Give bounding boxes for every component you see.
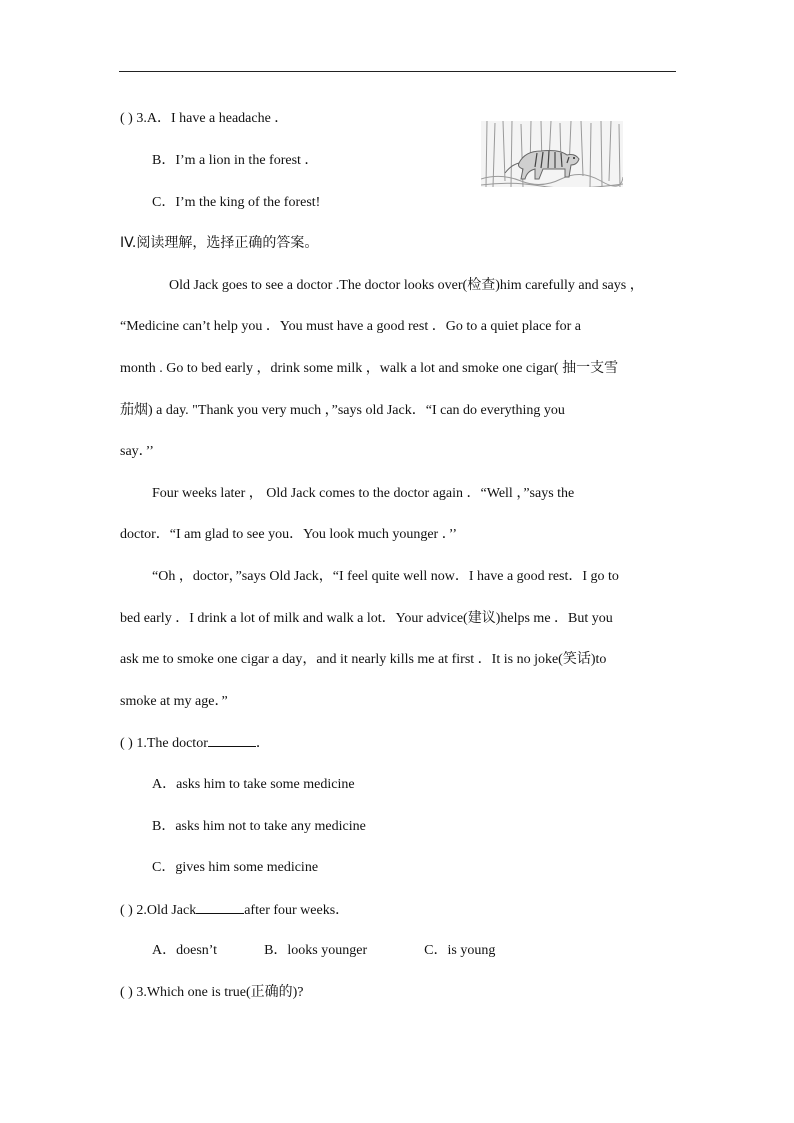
q1-option-c: C．gives him some medicine: [152, 860, 319, 875]
q1-fill-blank: [208, 734, 256, 747]
q1-answer-paren: ( ): [120, 736, 133, 751]
passage-line-7: doctor．“I am glad to see you．You look much younger ．’’: [120, 527, 457, 542]
q3b-answer-paren: ( ): [120, 985, 133, 1000]
q2-stem-line: [120, 901, 349, 920]
passage-line-5: say．’’: [120, 444, 154, 459]
q3-answer-paren: ( ): [120, 111, 133, 126]
q1-stem-line: [120, 734, 270, 753]
q1-stem: 1.The doctor: [136, 736, 208, 751]
passage-line-4: 茄烟) a day. "Thank you very much ，”says old Jack．“I can do everything you: [120, 403, 565, 418]
q1-stem-end: ．: [255, 736, 270, 751]
passage-line-9: bed early ．I drink a lot of milk and walk a lot．Your advice(建议)helps me ．But you: [120, 611, 613, 626]
q3-stem-line: [120, 110, 288, 128]
q3-option-c: C．I’m the king of the forest!: [152, 195, 321, 210]
passage-line-1: Old Jack goes to see a doctor .The doctor looks over(检查)him carefully and says ，: [169, 278, 644, 293]
q2-answer-paren: ( ): [120, 903, 133, 918]
q1-option-b: B．asks him not to take any medicine: [152, 819, 366, 834]
q3-option-b: B．I’m a lion in the forest ．: [152, 153, 319, 168]
q3b-stem: 3.Which one is true(正确的)?: [136, 985, 304, 1000]
q3b-stem-line: [120, 984, 304, 1002]
q2-option-a: A．doesn’t: [152, 943, 218, 958]
passage-line-3: month . Go to bed early ，drink some milk ，walk a lot and smoke one cigar( 抽一支雪: [120, 361, 619, 376]
q2-option-b: B．looks younger: [264, 943, 368, 958]
q2-stem-end: after four weeks．: [244, 903, 350, 918]
q3-option-a: 3.A．I have a headache ．: [136, 111, 289, 126]
passage-line-11: smoke at my age．”: [120, 694, 228, 709]
passage-line-10: ask me to smoke one cigar a day，and it nearly kills me at first ．It is no joke(笑话)to: [120, 652, 607, 667]
q2-fill-blank: [196, 901, 244, 914]
q1-option-a: A．asks him to take some medicine: [152, 777, 355, 792]
passage-line-8: “Oh ，doctor，”says Old Jack，“I feel quite well now．I have a good rest．I go to: [152, 569, 619, 584]
passage-line-2: “Medicine can’t help you ．You must have a good rest ．Go to a quiet place for a: [120, 319, 581, 334]
q2-options: [152, 942, 495, 960]
q2-stem: 2.Old Jack: [136, 903, 197, 918]
passage-line-6: Four weeks later ， Old Jack comes to the doctor again ．“Well ，”says the: [152, 486, 575, 501]
section-heading: IV.阅读理解，选择正确的答案。: [120, 235, 319, 251]
tiger-illustration: [481, 121, 623, 187]
header-rule: [119, 71, 676, 72]
q2-option-c: C．is young: [424, 943, 496, 958]
